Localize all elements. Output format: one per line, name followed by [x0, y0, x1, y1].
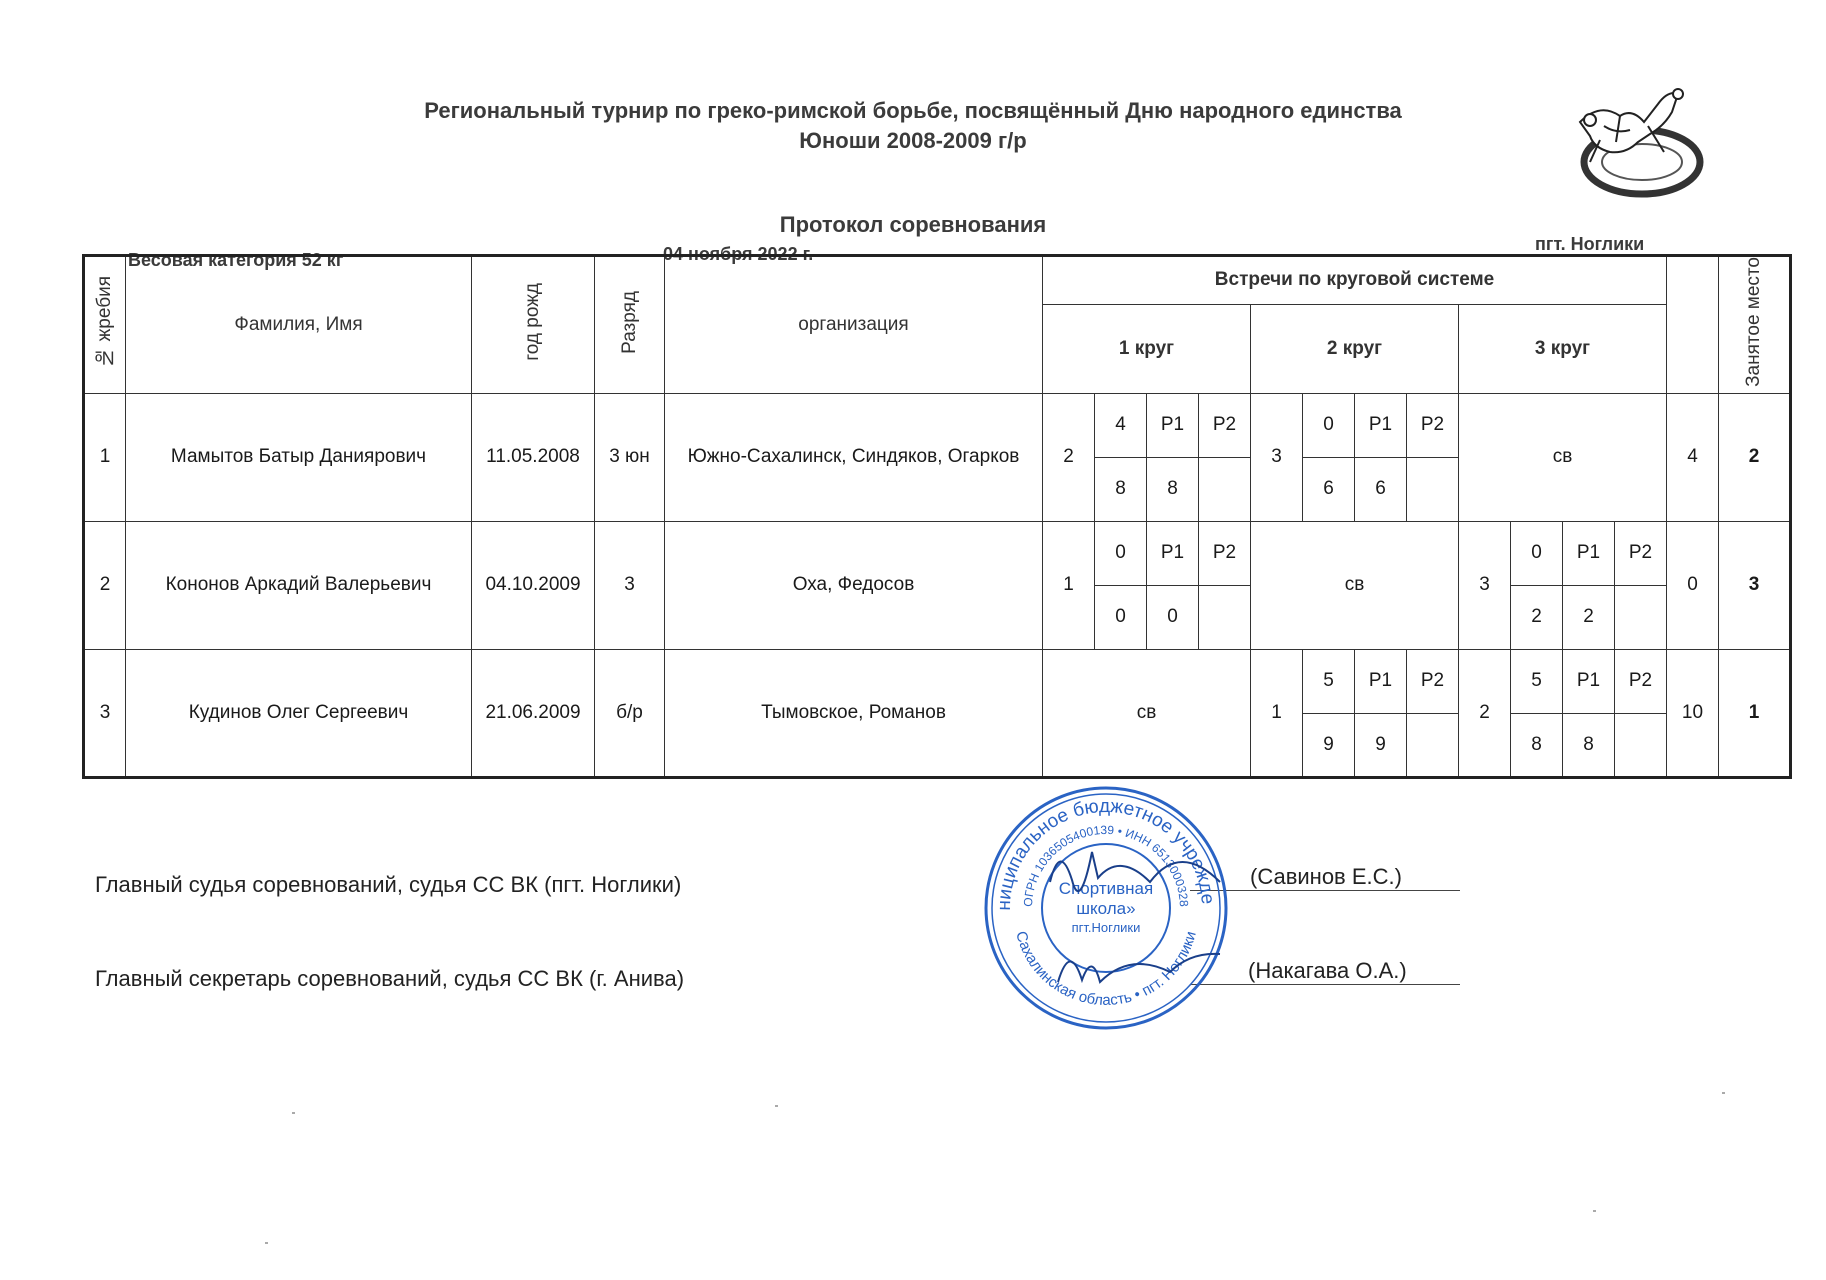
period-2-label: Р2 [1407, 393, 1459, 457]
period-1-label: Р1 [1355, 649, 1407, 713]
bout-score: 5 [1303, 649, 1355, 713]
birth-date: 11.05.2008 [472, 393, 595, 521]
table-row [84, 393, 1791, 457]
bye-cell: св [1043, 649, 1251, 777]
period-2-points: 8 [1563, 713, 1615, 777]
period-1-points: 8 [1095, 457, 1147, 521]
sport-rank: б/р [595, 649, 665, 777]
header-rank: Разряд [595, 256, 665, 394]
header-name: Фамилия, Имя [126, 256, 472, 394]
header-points [1667, 256, 1719, 394]
period-3-points [1615, 713, 1667, 777]
birth-date: 04.10.2009 [472, 521, 595, 649]
bye-cell: св [1251, 521, 1459, 649]
scan-speck [292, 1112, 295, 1114]
tournament-subtitle: Юноши 2008-2009 г/р [799, 128, 1027, 153]
period-2-points: 0 [1147, 585, 1199, 649]
bout-score: 5 [1511, 649, 1563, 713]
header-round-1: 1 круг [1043, 304, 1251, 393]
header-birth-year: год рожд [472, 256, 595, 394]
period-1-points: 9 [1303, 713, 1355, 777]
sport-rank: 3 юн [595, 393, 665, 521]
draw-number: 1 [84, 393, 126, 521]
period-1-points: 0 [1095, 585, 1147, 649]
period-1-label: Р1 [1563, 521, 1615, 585]
bout-score: 0 [1303, 393, 1355, 457]
wrestler-name: Кудинов Олег Сергеевич [126, 649, 472, 777]
period-3-points [1615, 585, 1667, 649]
period-1-label: Р1 [1563, 649, 1615, 713]
opponent-number: 2 [1043, 393, 1095, 521]
organization: Оха, Федосов [665, 521, 1043, 649]
wrestler-name: Кононов Аркадий Валерьевич [126, 521, 472, 649]
official-stamp [980, 782, 1232, 1034]
total-points: 10 [1667, 649, 1719, 777]
opponent-number: 2 [1459, 649, 1511, 777]
opponent-number: 3 [1251, 393, 1303, 521]
scan-speck [775, 1105, 778, 1107]
period-1-points: 6 [1303, 457, 1355, 521]
header-organization: организация [665, 256, 1043, 394]
organization: Южно-Сахалинск, Синдяков, Огарков [665, 393, 1043, 521]
chief-judge-label: Главный судья соревнований, судья СС ВК (пгт. Ноглики) [95, 872, 682, 897]
competition-location: пгт. Ноглики [1535, 234, 1645, 254]
stamp-ogrn: ОГРН 1036505400139 • ИНН 6513000328 [1020, 822, 1192, 908]
scan-speck [265, 1242, 268, 1244]
final-place: 1 [1719, 649, 1791, 777]
header-round-2: 2 круг [1251, 304, 1459, 393]
chief-secretary-name: (Накагава О.А.) [1248, 958, 1407, 983]
period-1-label: Р1 [1147, 393, 1199, 457]
table-row [84, 521, 1791, 585]
period-2-label: Р2 [1615, 521, 1667, 585]
draw-number: 3 [84, 649, 126, 777]
stamp-center-line3: пгт.Ноглики [1071, 920, 1141, 935]
wrestler-name: Мамытов Батыр Даниярович [126, 393, 472, 521]
header-round-3: 3 круг [1459, 304, 1667, 393]
period-1-points: 2 [1511, 585, 1563, 649]
bye-cell: св [1459, 393, 1667, 521]
stamp-outer-text: ниципальное бюджетное учрежде [993, 795, 1219, 911]
organization: Тымовское, Романов [665, 649, 1043, 777]
period-3-points [1407, 713, 1459, 777]
tournament-title: Региональный турнир по греко-римской борьбе, посвящённый Дню народного единства [424, 98, 1402, 123]
weight-category: Весовая категория 52 кг [128, 250, 344, 270]
chief-secretary-label: Главный секретарь соревнований, судья СС ВК (г. Анива) [95, 966, 685, 991]
opponent-number: 3 [1459, 521, 1511, 649]
final-place: 2 [1719, 393, 1791, 521]
period-2-points: 2 [1563, 585, 1615, 649]
period-2-points: 6 [1355, 457, 1407, 521]
header-round-robin: Встречи по круговой системе [1043, 256, 1667, 305]
header-place: Занятое место [1719, 256, 1791, 394]
final-place: 3 [1719, 521, 1791, 649]
draw-number: 2 [84, 521, 126, 649]
opponent-number: 1 [1043, 521, 1095, 649]
period-2-points: 9 [1355, 713, 1407, 777]
scan-speck [1593, 1210, 1596, 1212]
table-row [84, 649, 1791, 713]
scan-speck [1722, 1092, 1725, 1094]
period-3-points [1199, 585, 1251, 649]
period-1-label: Р1 [1355, 393, 1407, 457]
sport-rank: 3 [595, 521, 665, 649]
period-3-points [1199, 457, 1251, 521]
total-points: 0 [1667, 521, 1719, 649]
period-2-label: Р2 [1615, 649, 1667, 713]
protocol-title: Протокол соревнования [779, 212, 1047, 237]
period-2-points: 8 [1147, 457, 1199, 521]
period-2-label: Р2 [1199, 393, 1251, 457]
competition-date: 04 ноября 2022 г. [663, 244, 814, 264]
bout-score: 0 [1095, 521, 1147, 585]
stamp-center-line1: Спортивная [1058, 879, 1154, 898]
wrestlers-logo-icon [1560, 82, 1710, 202]
header-draw-no: № жребия [84, 256, 126, 394]
period-1-points: 8 [1511, 713, 1563, 777]
bout-score: 4 [1095, 393, 1147, 457]
stamp-center-line2: школа» [1076, 899, 1136, 918]
opponent-number: 1 [1251, 649, 1303, 777]
results-table [82, 254, 1792, 779]
period-1-label: Р1 [1147, 521, 1199, 585]
period-2-label: Р2 [1199, 521, 1251, 585]
chief-judge-name: (Савинов Е.С.) [1250, 864, 1402, 889]
bout-score: 0 [1511, 521, 1563, 585]
stamp-region: Сахалинская область • пгт. Ноглики [1012, 929, 1200, 1009]
birth-date: 21.06.2009 [472, 649, 595, 777]
period-3-points [1407, 457, 1459, 521]
period-2-label: Р2 [1407, 649, 1459, 713]
total-points: 4 [1667, 393, 1719, 521]
